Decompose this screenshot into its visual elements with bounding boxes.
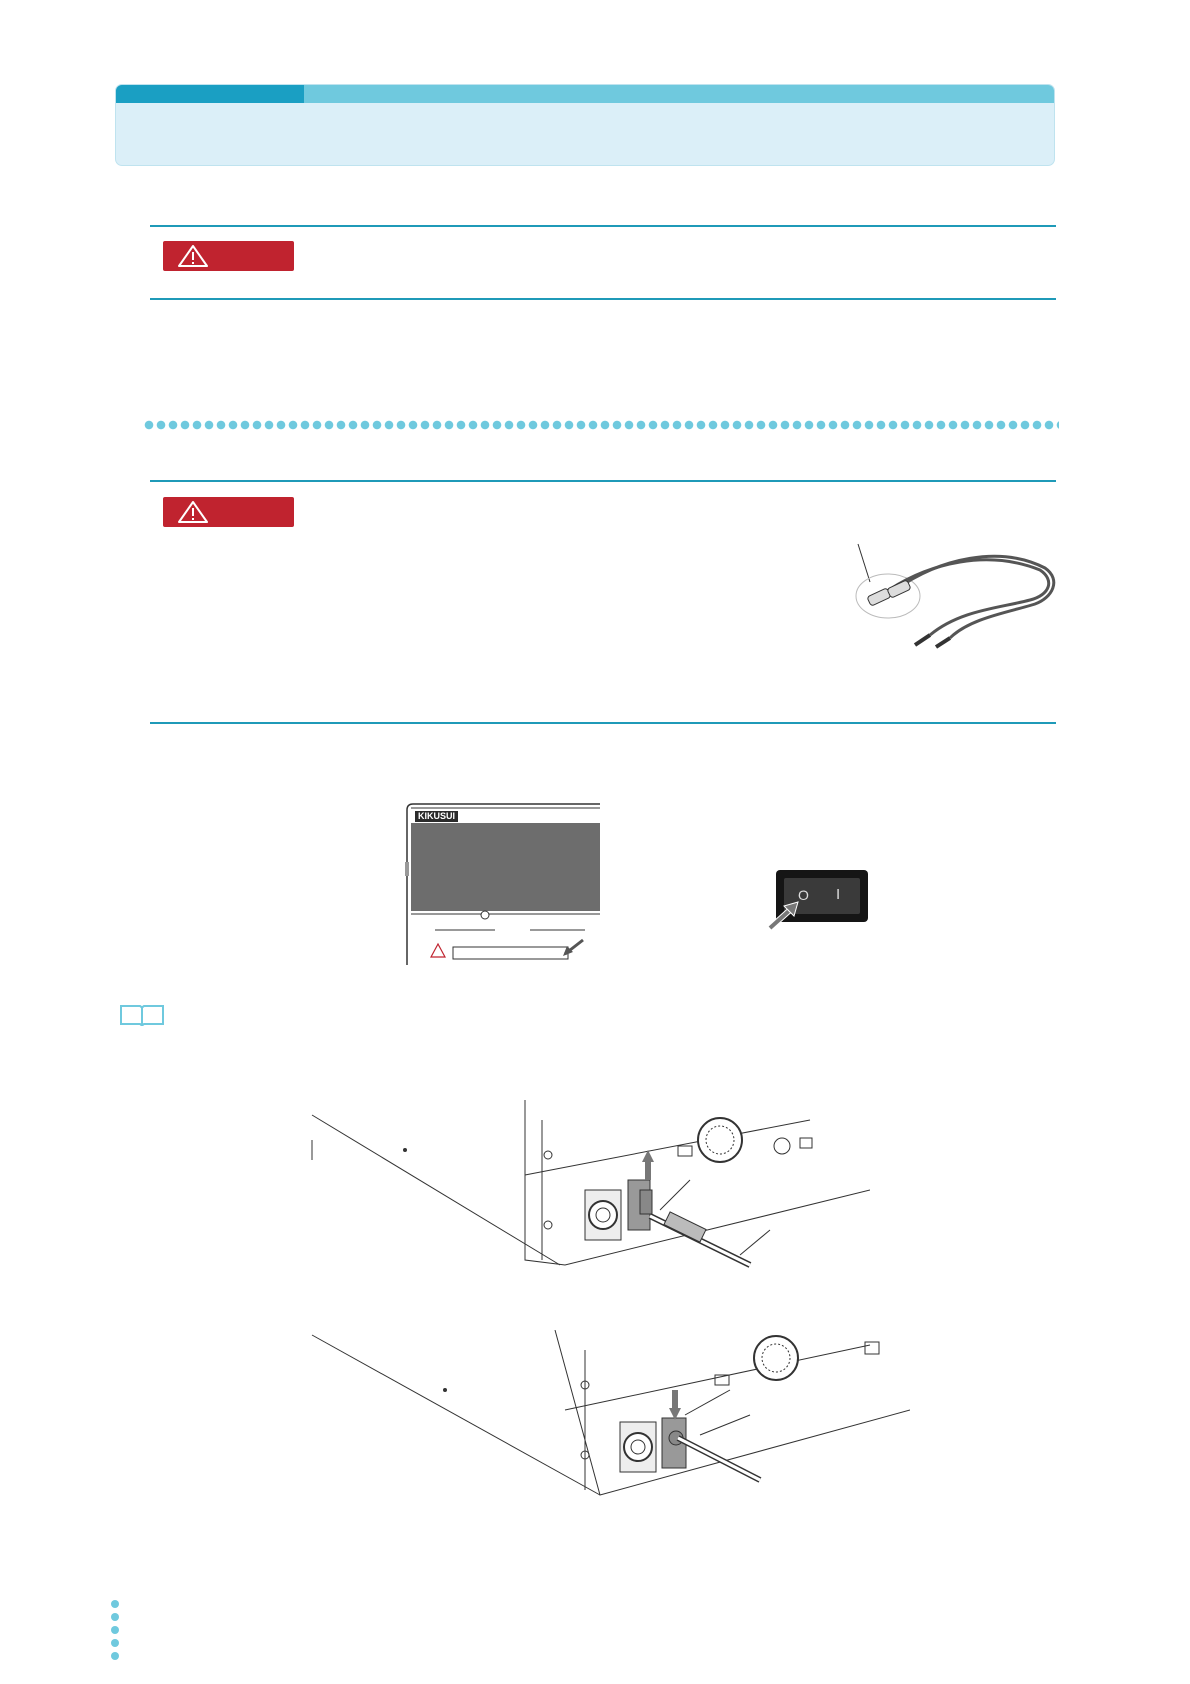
warning-bottom-rule [150, 722, 1056, 724]
book-icon [118, 1002, 166, 1028]
margin-dots [111, 1600, 119, 1665]
section-header-band [115, 84, 1055, 166]
rear-terminal-illustration-lock [310, 1330, 910, 1515]
test-lead-cable-illustration [840, 540, 1070, 650]
rear-terminal-illustration-release [310, 1100, 870, 1285]
press-arrow-icon [768, 900, 802, 930]
front-panel-illustration [405, 802, 600, 965]
warning-badge [163, 241, 294, 271]
warning-bottom-rule [150, 298, 1056, 300]
dotted-separator [143, 420, 1059, 430]
warning-top-rule [150, 225, 1056, 227]
switch-off-symbol: O [798, 887, 809, 903]
brand-logo: KIKUSUI [415, 811, 458, 822]
header-accent-bar-dark [116, 85, 304, 103]
warning-triangle-icon [177, 500, 209, 524]
warning-badge [163, 497, 294, 527]
warning-top-rule [150, 480, 1056, 482]
switch-on-symbol: I [836, 886, 841, 903]
warning-triangle-icon [177, 244, 209, 268]
